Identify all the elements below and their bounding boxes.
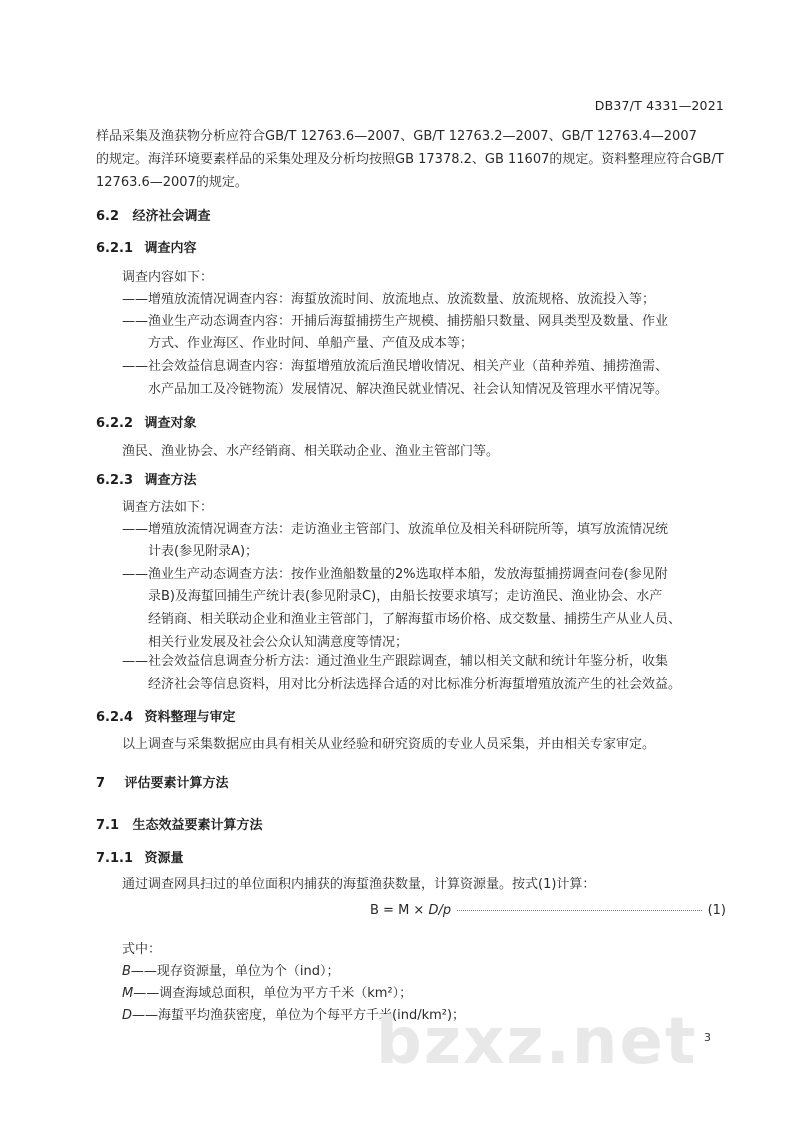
list-item: ——渔业生产动态调查方法：按作业渔船数量的2%选取样本船，发放海蜇捕捞调查问卷(参见附 xyxy=(122,567,668,582)
paragraph-line: 样品采集及渔获物分析应符合GB/T 12763.6—2007、GB/T 12763.2—2007、GB/T 12763.4—2007 xyxy=(96,129,697,144)
section-title: 生态效益要素计算方法 xyxy=(132,818,263,833)
list-item-continuation: 水产品加工及冷链物流）发展情况、解决渔民就业情况、社会认知情况及管理水平情况等。 xyxy=(148,382,669,397)
section-number: 6.2.4 xyxy=(96,710,134,725)
formula-expression: B = M × D/p xyxy=(370,903,452,918)
section-number: 6.2.3 xyxy=(96,473,134,488)
list-item-continuation: 方式、作业海区、作业时间、单船产量、产值及成本等； xyxy=(148,336,474,351)
section-heading-6-2 xyxy=(96,205,211,224)
intro-text: 调查内容如下： xyxy=(122,270,214,285)
section-number: 7 xyxy=(96,776,106,791)
list-item-continuation: 经销商、相关联动企业和渔业主管部门，了解海蜇市场价格、成交数量、捕捞生产从业人员、 xyxy=(148,612,682,627)
list-item-continuation: 计表(参见附录A)； xyxy=(148,544,259,559)
section-title: 调查内容 xyxy=(144,241,197,256)
section-title: 资源量 xyxy=(144,851,184,866)
where-label: 式中： xyxy=(122,942,162,957)
formula-1 xyxy=(370,903,726,918)
page-number: 3 xyxy=(704,1031,711,1044)
section-number: 6.2.2 xyxy=(96,416,134,431)
paragraph-line: 12763.6—2007的规定。 xyxy=(96,175,248,190)
list-item: ——社会效益信息调查内容：海蜇增殖放流后渔民增收情况、相关产业（苗种养殖、捕捞渔需、 xyxy=(122,359,669,374)
list-item-continuation: 经济社会等信息资料，用对比分析法选择合适的对比标准分析海蜇增殖放流产生的社会效益。 xyxy=(148,677,682,692)
section-heading-7-1-1 xyxy=(96,847,184,866)
section-title: 经济社会调查 xyxy=(132,209,211,224)
body-text: 以上调查与采集数据应由具有相关从业经验和研究资质的专业人员采集，并由相关专家审定。 xyxy=(122,737,656,752)
list-item-continuation: 相关行业发展及社会公众认知满意度等情况； xyxy=(148,635,409,650)
section-heading-7-1 xyxy=(96,814,263,833)
section-heading-6-2-2 xyxy=(96,412,197,431)
section-number: 6.2 xyxy=(96,209,120,224)
variable-definition: B——现存资源量，单位为个（ind）； xyxy=(122,964,340,979)
section-title: 评估要素计算方法 xyxy=(124,776,229,791)
list-item-continuation: 录B)及海蜇回捕生产统计表(参见附录C)，由船长按要求填写；走访渔民、渔业协会、水产 xyxy=(148,589,663,604)
section-number: 7.1.1 xyxy=(96,851,134,866)
section-title: 资料整理与审定 xyxy=(144,710,236,725)
list-item: ——增殖放流情况调查内容：海蜇放流时间、放流地点、放流数量、放流规格、放流投入等； xyxy=(122,292,656,307)
section-title: 调查方法 xyxy=(144,473,197,488)
list-item: ——渔业生产动态调查内容：开捕后海蜇捕捞生产规模、捕捞船只数量、网具类型及数量、作业 xyxy=(122,314,669,329)
section-number: 7.1 xyxy=(96,818,120,833)
section-title: 调查对象 xyxy=(144,416,197,431)
section-heading-6-2-3 xyxy=(96,469,197,488)
section-heading-6-2-4 xyxy=(96,706,236,725)
section-heading-7 xyxy=(96,772,229,791)
document-code: DB37/T 4331—2021 xyxy=(594,98,724,113)
paragraph-line: 的规定。海洋环境要素样品的采集处理及分析均按照GB 17378.2、GB 11607的规定。资料整理应符合GB/T xyxy=(96,152,724,167)
section-number: 6.2.1 xyxy=(96,241,134,256)
body-text: 通过调查网具扫过的单位面积内捕获的海蜇渔获数量，计算资源量。按式(1)计算： xyxy=(122,877,596,892)
section-heading-6-2-1 xyxy=(96,237,197,256)
list-item: ——社会效益信息调查分析方法：通过渔业生产跟踪调查，辅以相关文献和统计年鉴分析，收集 xyxy=(122,654,669,669)
watermark: bzxz.net xyxy=(376,1005,698,1079)
variable-definition: D——海蜇平均渔获密度，单位为个每平方千米(ind/km²)； xyxy=(122,1008,466,1023)
formula-number: (1) xyxy=(707,903,726,918)
leader-dots xyxy=(457,910,701,911)
list-item: ——增殖放流情况调查方法：走访渔业主管部门、放流单位及相关科研院所等，填写放流情况统 xyxy=(122,522,669,537)
variable-definition: M——调查海域总面积，单位为平方千米（km²）； xyxy=(122,986,413,1001)
body-text: 渔民、渔业协会、水产经销商、相关联动企业、渔业主管部门等。 xyxy=(122,444,500,459)
intro-text: 调查方法如下： xyxy=(122,500,214,515)
